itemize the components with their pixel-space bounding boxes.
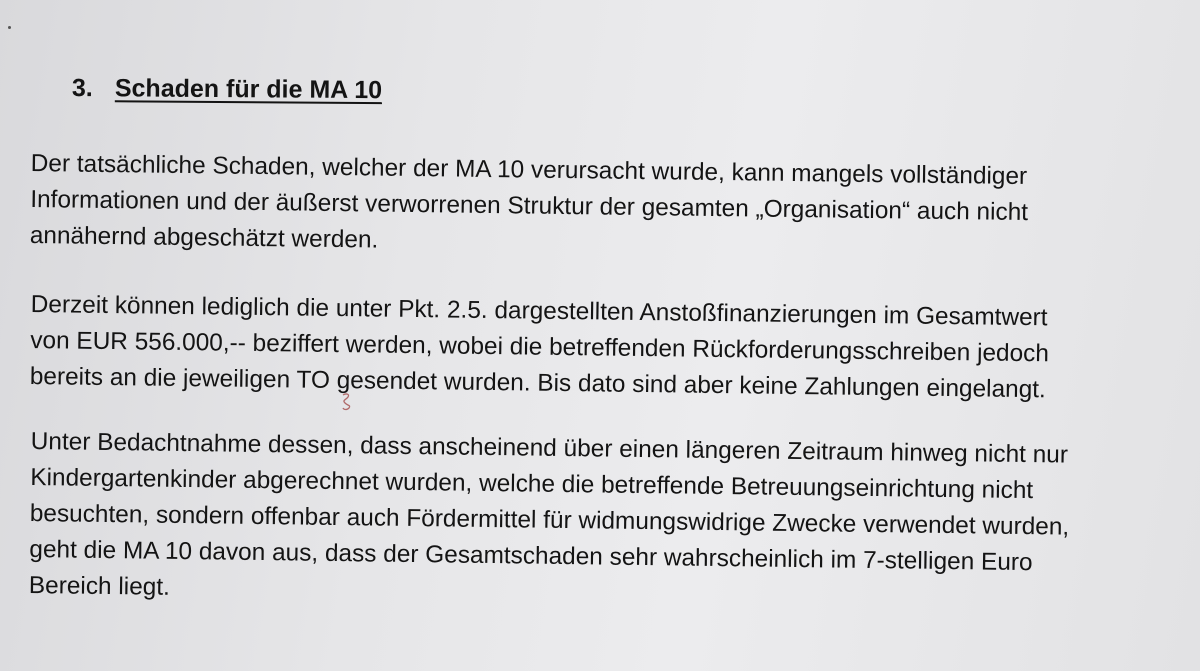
paragraph-line: Unter Bedachtnahme dessen, dass anscheinend über einen längeren Zeitraum hinweg nicht nur [30,427,1069,469]
paragraph-line: Derzeit können lediglich die unter Pkt. 2.5. dargestellten Anstoßfinanzierungen im Gesamtwert [30,290,1048,332]
section-heading [72,74,382,105]
paragraph-line: annähernd abgeschätzt werden. [29,221,379,254]
paragraph-1 [30,146,1029,267]
paragraph-3 [29,424,1071,618]
pen-mark [340,392,354,412]
section-number: 3. [71,74,93,103]
paragraph-line: Bereich liegt. [28,571,171,601]
paper-speck [8,26,11,29]
paragraph-line: von EUR 556.000,-- beziffert werden, wobei die betreffenden Rückforderungsschreiben jedoch [30,326,1050,368]
paragraph-line: Der tatsächliche Schaden, welcher der MA 10 verursacht wurde, kann mangels vollständiger [30,149,1028,191]
paragraph-line: geht die MA 10 davon aus, dass der Gesamtschaden sehr wahrscheinlich im 7-stelligen Euro [29,535,1033,577]
paragraph-line: Kindergartenkinder abgerechnet wurden, welche die betreffende Betreuungseinrichtung nicht [30,463,1034,505]
paragraph-line: Informationen und der äußerst verworrenen Struktur der gesamten „Organisation“ auch nicht [30,185,1029,227]
section-title: Schaden für die MA 10 [114,74,383,105]
paragraph-line: besuchten, sondern offenbar auch Fördermittel für widmungswidrige Zwecke verwendet wurden, [29,499,1070,541]
paragraph-line: bereits an die jeweiligen TO gesendet wurden. Bis dato sind aber keine Zahlungen eingelangt. [29,362,1046,404]
paragraph-2 [30,287,1050,408]
